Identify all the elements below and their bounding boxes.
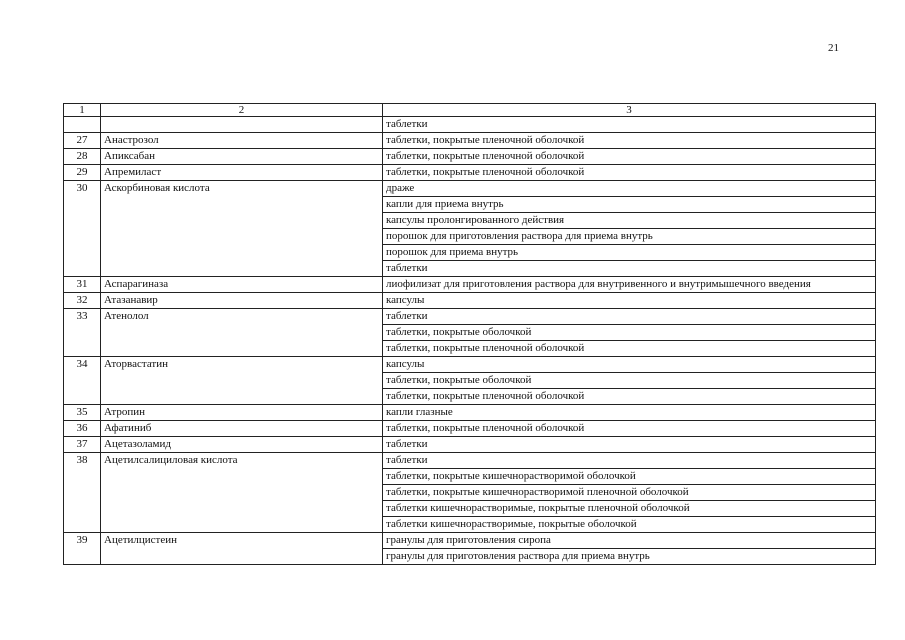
dosage-form: таблетки	[383, 309, 876, 325]
dosage-form: капли глазные	[383, 405, 876, 421]
drug-name	[101, 373, 383, 389]
drug-name	[101, 245, 383, 261]
dosage-form: таблетки	[383, 261, 876, 277]
dosage-form: таблетки, покрытые пленочной оболочкой	[383, 149, 876, 165]
drug-name: Афатиниб	[101, 421, 383, 437]
page-number: 21	[828, 42, 839, 54]
row-number: 28	[64, 149, 101, 165]
row-number	[64, 389, 101, 405]
table-row	[64, 213, 876, 229]
table-row	[64, 373, 876, 389]
table-row	[64, 469, 876, 485]
dosage-form: таблетки	[383, 437, 876, 453]
drug-name	[101, 501, 383, 517]
table-row	[64, 421, 876, 437]
table-row	[64, 437, 876, 453]
drug-table	[63, 103, 876, 565]
drug-name: Апремиласт	[101, 165, 383, 181]
row-number	[64, 117, 101, 133]
row-number: 35	[64, 405, 101, 421]
row-number: 39	[64, 533, 101, 549]
dosage-form: лиофилизат для приготовления раствора для внутривенного и внутримышечного введения	[383, 277, 876, 293]
table-row	[64, 277, 876, 293]
row-number	[64, 469, 101, 485]
table-row	[64, 165, 876, 181]
table-row	[64, 197, 876, 213]
table-row	[64, 245, 876, 261]
dosage-form: таблетки, покрытые пленочной оболочкой	[383, 165, 876, 181]
dosage-form: таблетки, покрытые пленочной оболочкой	[383, 133, 876, 149]
table-header-row	[64, 104, 876, 117]
drug-name: Ацетазоламид	[101, 437, 383, 453]
drug-name	[101, 325, 383, 341]
row-number	[64, 325, 101, 341]
table-row	[64, 229, 876, 245]
dosage-form: таблетки, покрытые пленочной оболочкой	[383, 421, 876, 437]
drug-name	[101, 341, 383, 357]
table-row	[64, 117, 876, 133]
table-row	[64, 549, 876, 565]
table-row	[64, 293, 876, 309]
table-row	[64, 453, 876, 469]
drug-name: Аторвастатин	[101, 357, 383, 373]
table-row	[64, 389, 876, 405]
row-number: 37	[64, 437, 101, 453]
dosage-form: таблетки	[383, 453, 876, 469]
drug-name: Атазанавир	[101, 293, 383, 309]
drug-name	[101, 517, 383, 533]
dosage-form: таблетки, покрытые оболочкой	[383, 325, 876, 341]
row-number	[64, 373, 101, 389]
dosage-form: порошок для приема внутрь	[383, 245, 876, 261]
dosage-form: таблетки кишечнорастворимые, покрытые пленочной оболочкой	[383, 501, 876, 517]
dosage-form: таблетки	[383, 117, 876, 133]
table-row	[64, 261, 876, 277]
dosage-form: таблетки кишечнорастворимые, покрытые оболочкой	[383, 517, 876, 533]
table-row	[64, 149, 876, 165]
row-number	[64, 517, 101, 533]
drug-name	[101, 389, 383, 405]
drug-name	[101, 229, 383, 245]
drug-name	[101, 261, 383, 277]
drug-name: Анастрозол	[101, 133, 383, 149]
drug-name: Атенолол	[101, 309, 383, 325]
table-row	[64, 309, 876, 325]
dosage-form: таблетки, покрытые пленочной оболочкой	[383, 389, 876, 405]
row-number	[64, 229, 101, 245]
row-number	[64, 213, 101, 229]
row-number	[64, 197, 101, 213]
row-number: 33	[64, 309, 101, 325]
drug-name	[101, 117, 383, 133]
table-row	[64, 341, 876, 357]
drug-name: Ацетилсалициловая кислота	[101, 453, 383, 469]
table-row	[64, 357, 876, 373]
table-row	[64, 485, 876, 501]
row-number: 34	[64, 357, 101, 373]
table-row	[64, 181, 876, 197]
dosage-form: капсулы	[383, 293, 876, 309]
table-row	[64, 405, 876, 421]
dosage-form: таблетки, покрытые оболочкой	[383, 373, 876, 389]
drug-name: Аспарагиназа	[101, 277, 383, 293]
dosage-form: таблетки, покрытые кишечнорастворимой пленочной оболочкой	[383, 485, 876, 501]
dosage-form: капсулы	[383, 357, 876, 373]
drug-name: Атропин	[101, 405, 383, 421]
drug-name	[101, 213, 383, 229]
table-row	[64, 501, 876, 517]
drug-name: Аскорбиновая кислота	[101, 181, 383, 197]
drug-name: Апиксабан	[101, 149, 383, 165]
drug-name	[101, 197, 383, 213]
row-number	[64, 501, 101, 517]
dosage-form: гранулы для приготовления сиропа	[383, 533, 876, 549]
drug-name	[101, 549, 383, 565]
table-row	[64, 133, 876, 149]
row-number: 31	[64, 277, 101, 293]
dosage-form: таблетки, покрытые кишечнорастворимой оболочкой	[383, 469, 876, 485]
row-number	[64, 261, 101, 277]
header-col-3: 3	[383, 104, 876, 117]
dosage-form: порошок для приготовления раствора для приема внутрь	[383, 229, 876, 245]
drug-name: Ацетилцистеин	[101, 533, 383, 549]
dosage-form: капли для приема внутрь	[383, 197, 876, 213]
row-number	[64, 549, 101, 565]
header-col-2: 2	[101, 104, 383, 117]
row-number: 38	[64, 453, 101, 469]
row-number: 27	[64, 133, 101, 149]
header-col-1: 1	[64, 104, 101, 117]
row-number: 36	[64, 421, 101, 437]
dosage-form: таблетки, покрытые пленочной оболочкой	[383, 341, 876, 357]
table-row	[64, 533, 876, 549]
drug-name	[101, 469, 383, 485]
row-number: 30	[64, 181, 101, 197]
dosage-form: гранулы для приготовления раствора для приема внутрь	[383, 549, 876, 565]
dosage-form: драже	[383, 181, 876, 197]
table-row	[64, 325, 876, 341]
table-row	[64, 517, 876, 533]
row-number: 29	[64, 165, 101, 181]
dosage-form: капсулы пролонгированного действия	[383, 213, 876, 229]
row-number: 32	[64, 293, 101, 309]
row-number	[64, 341, 101, 357]
row-number	[64, 485, 101, 501]
row-number	[64, 245, 101, 261]
drug-name	[101, 485, 383, 501]
